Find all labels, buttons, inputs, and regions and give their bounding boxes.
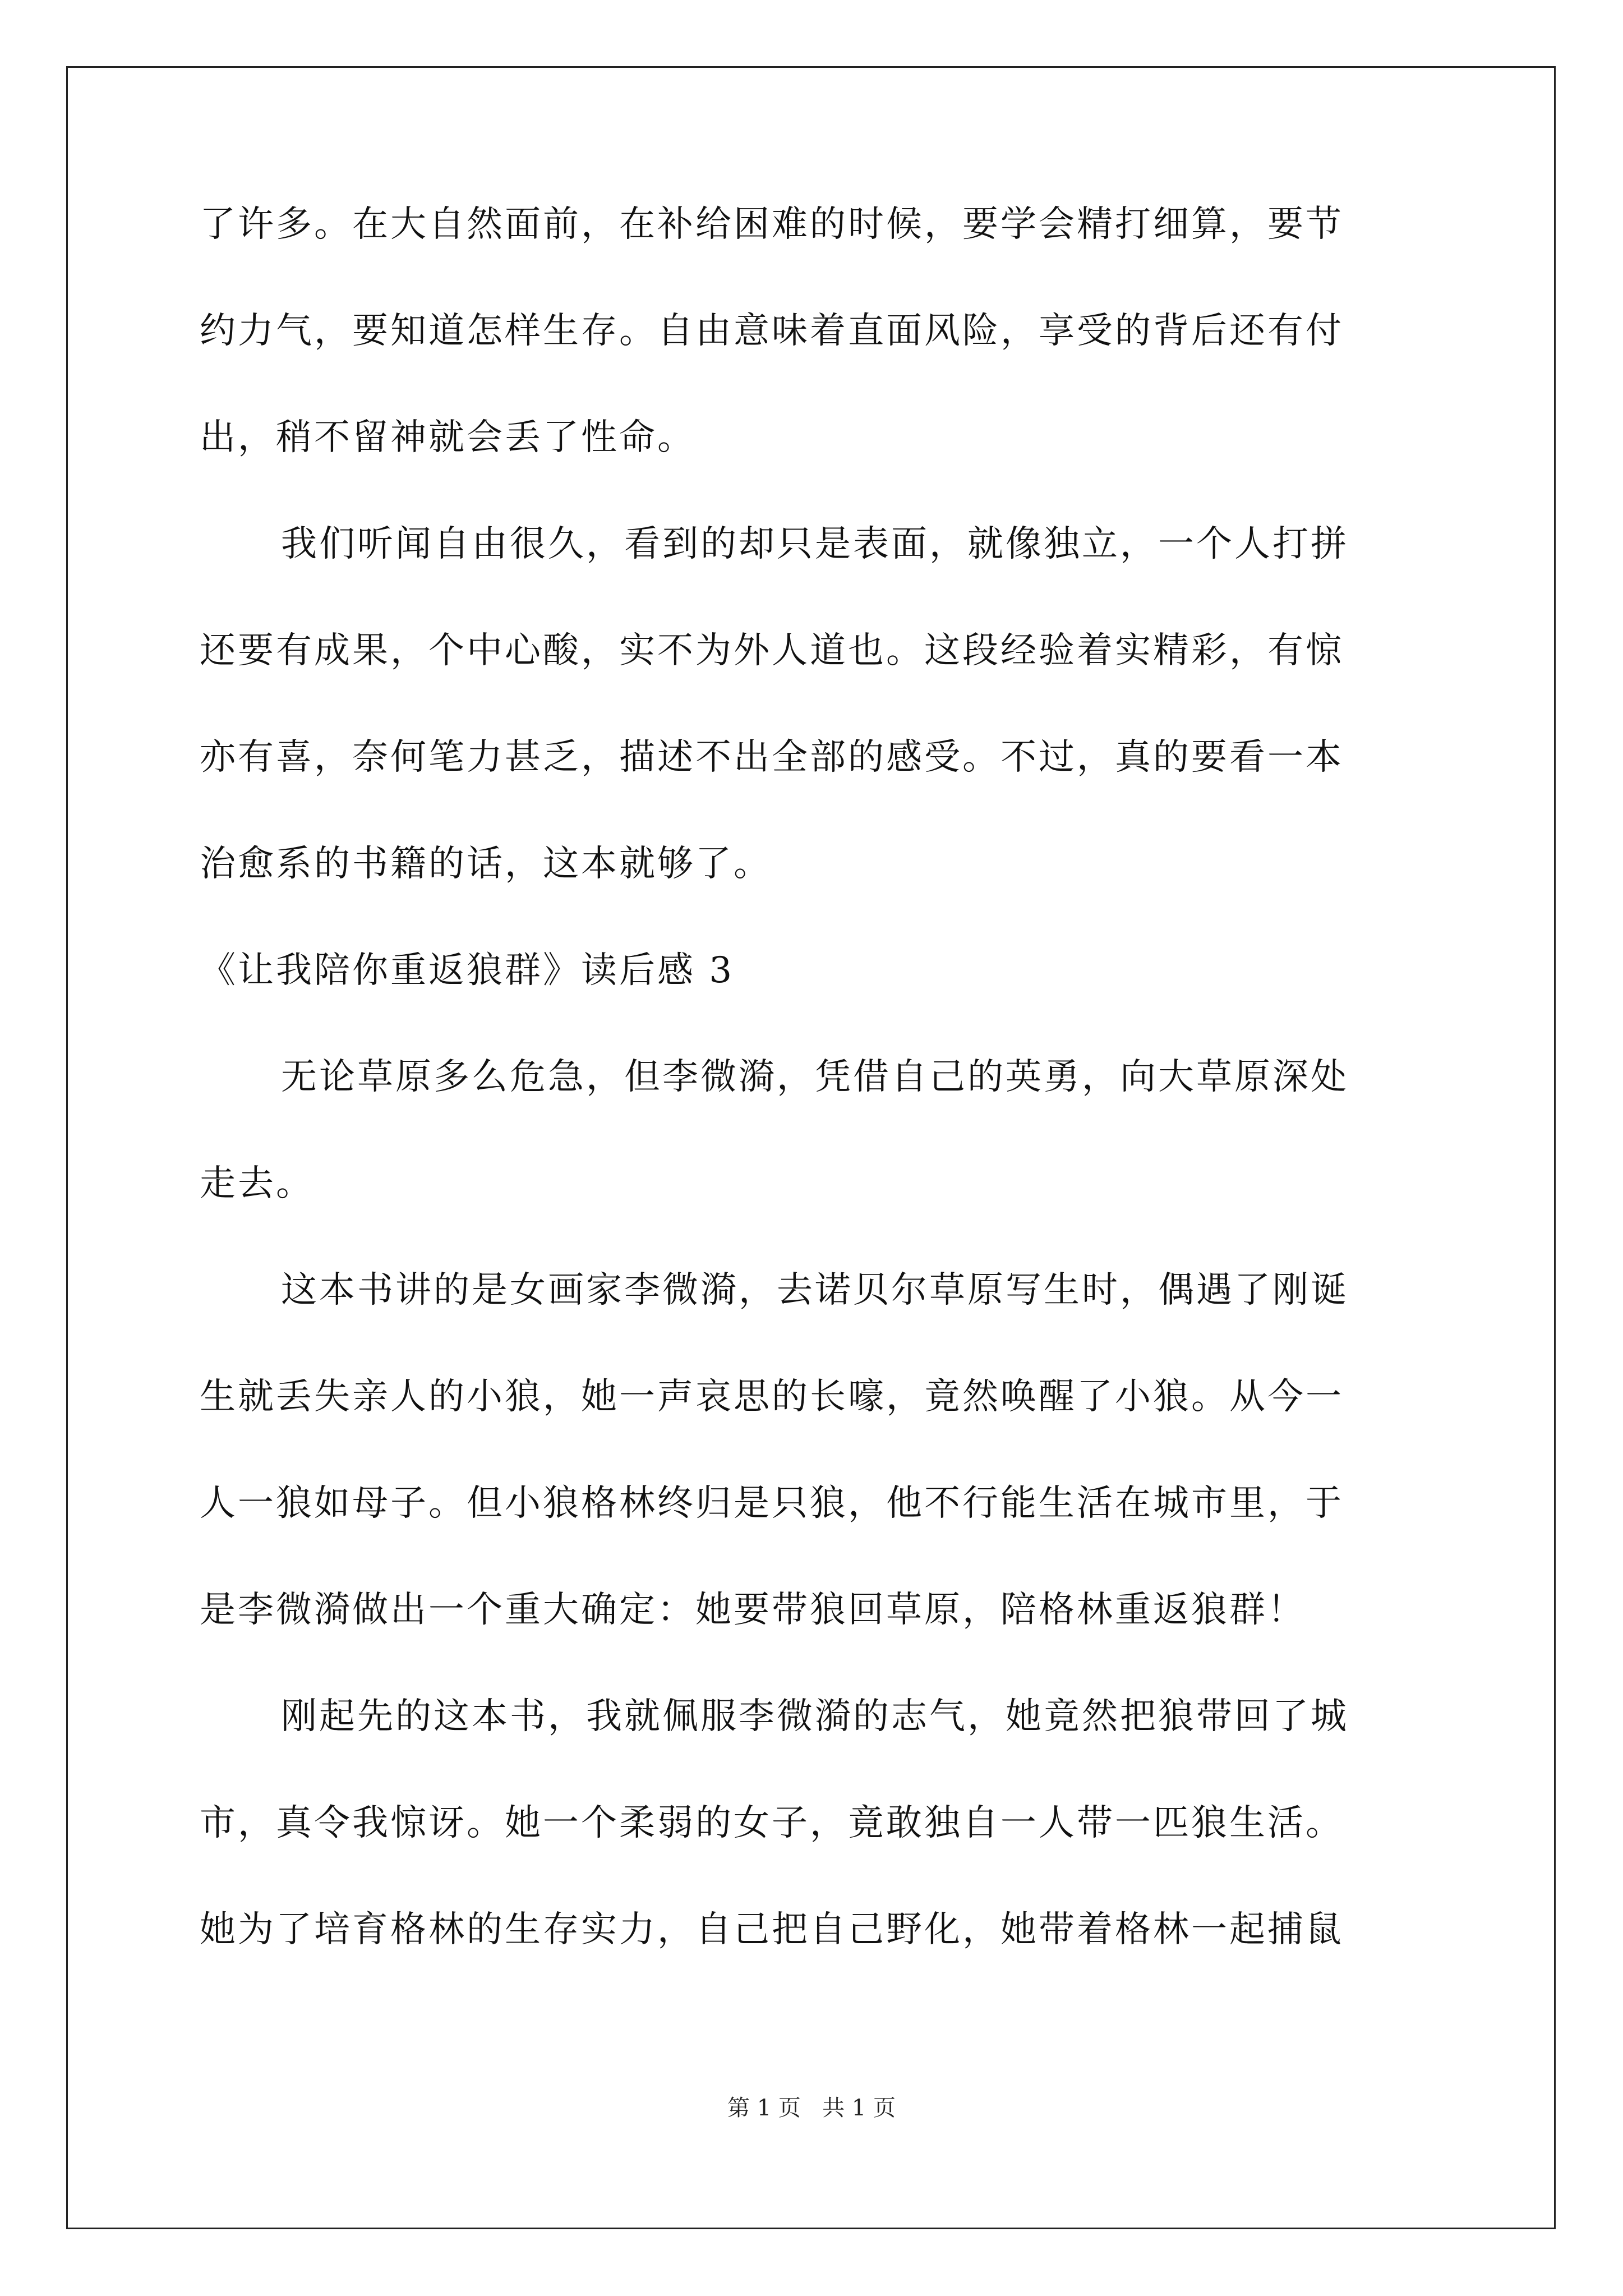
text-line: 还要有成果，个中心酸，实不为外人道也。这段经验着实精彩，有惊	[200, 630, 1344, 671]
page-number-footer: 第 1 页 共 1 页	[727, 2095, 896, 2121]
paragraph-start: 这本书讲的是女画家李微漪，去诺贝尔草原写生时，偶遇了刚诞	[281, 1269, 1349, 1311]
text-line: 走去。	[200, 1163, 314, 1204]
text-line: 市，真令我惊讶。她一个柔弱的女子，竟敢独自一人带一匹狼生活。	[200, 1802, 1344, 1844]
text-line: 生就丢失亲人的小狼，她一声哀思的长嚎，竟然唤醒了小狼。从今一	[200, 1376, 1344, 1418]
section-heading: 《让我陪你重返狼群》读后感 3	[200, 950, 735, 991]
paragraph-start: 我们听闻自由很久，看到的却只是表面，就像独立，一个人打拼	[281, 523, 1349, 565]
paragraph-start: 无论草原多么危急，但李微漪，凭借自己的英勇，向大草原深处	[281, 1056, 1349, 1098]
text-line: 约力气，要知道怎样生存。自由意味着直面风险，享受的背后还有付	[200, 310, 1344, 352]
text-line: 治愈系的书籍的话，这本就够了。	[200, 843, 772, 885]
text-line: 了许多。在大自然面前，在补给困难的时候，要学会精打细算，要节	[200, 204, 1344, 245]
text-line: 人一狼如母子。但小狼格林终归是只狼，他不行能生活在城市里，于	[200, 1483, 1344, 1524]
paragraph-start: 刚起先的这本书，我就佩服李微漪的志气，她竟然把狼带回了城	[281, 1696, 1349, 1737]
text-line: 出，稍不留神就会丢了性命。	[200, 417, 695, 458]
text-line: 亦有喜，奈何笔力甚乏，描述不出全部的感受。不过，真的要看一本	[200, 737, 1344, 778]
text-line: 她为了培育格林的生存实力，自己把自己野化，她带着格林一起捕鼠	[200, 1909, 1344, 1950]
text-line: 是李微漪做出一个重大确定：她要带狼回草原，陪格林重返狼群！	[200, 1589, 1306, 1631]
